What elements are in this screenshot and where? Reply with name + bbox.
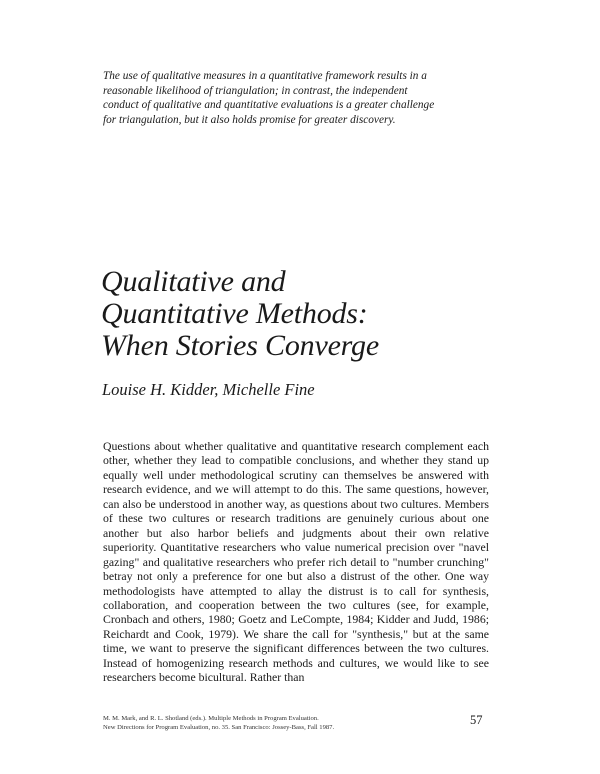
title-line-2: Quantitative Methods:: [101, 297, 368, 330]
title-line-3: When Stories Converge: [101, 329, 379, 362]
abstract: The use of qualitative measures in a quantitative framework results in a reasonable likelihood of triangulation; in contrast, the independent conduct of qualitative and quantitative evaluations is a greater challenge for triangulation, but it also holds promise for greater discovery.: [103, 70, 435, 126]
article-title: [101, 266, 521, 362]
footer-line-1: M. M. Mark, and R. L. Shotland (eds.). Multiple Methods in Program Evaluation.: [103, 715, 319, 722]
page-number: 57: [470, 713, 483, 727]
footer-citation: [103, 715, 423, 732]
authors: Louise H. Kidder, Michelle Fine: [102, 380, 315, 399]
body-paragraph: Questions about whether qualitative and quantitative research complement each other, whether they lead to compatible conclusions, and whether they stand up equally well under methodological scrutiny can themselves be answered with research evidence, and we will attempt to do this. The same questions, however, can also be understood in another way, as questions about two cultures. Members of these two cultures or research traditions are genuinely curious about one another but also harbor beliefs and judgments about their own relative superiority. Quantitative researchers who value numerical precision over "navel gazing" and qualitative researchers who prefer rich detail to "number crunching" betray not only a preference for one but also a distrust of the other. One way methodologists have attempted to allay the distrust is to call for synthesis, collaboration, and cooperation between the two cultures (see, for example, Cronbach and others, 1980; Goetz and LeCompte, 1984; Kidder and Judd, 1986; Reichardt and Cook, 1979). We share the call for "synthesis," but at the same time, we want to preserve the significant differences between the two cultures. Instead of homogenizing research methods and cultures, we would like to see researchers become bicultural. Rather than: [103, 439, 489, 685]
title-line-1: Qualitative and: [101, 265, 286, 298]
footer-line-2: New Directions for Program Evaluation, no. 35. San Francisco: Jossey-Bass, Fall 1987.: [103, 723, 335, 731]
